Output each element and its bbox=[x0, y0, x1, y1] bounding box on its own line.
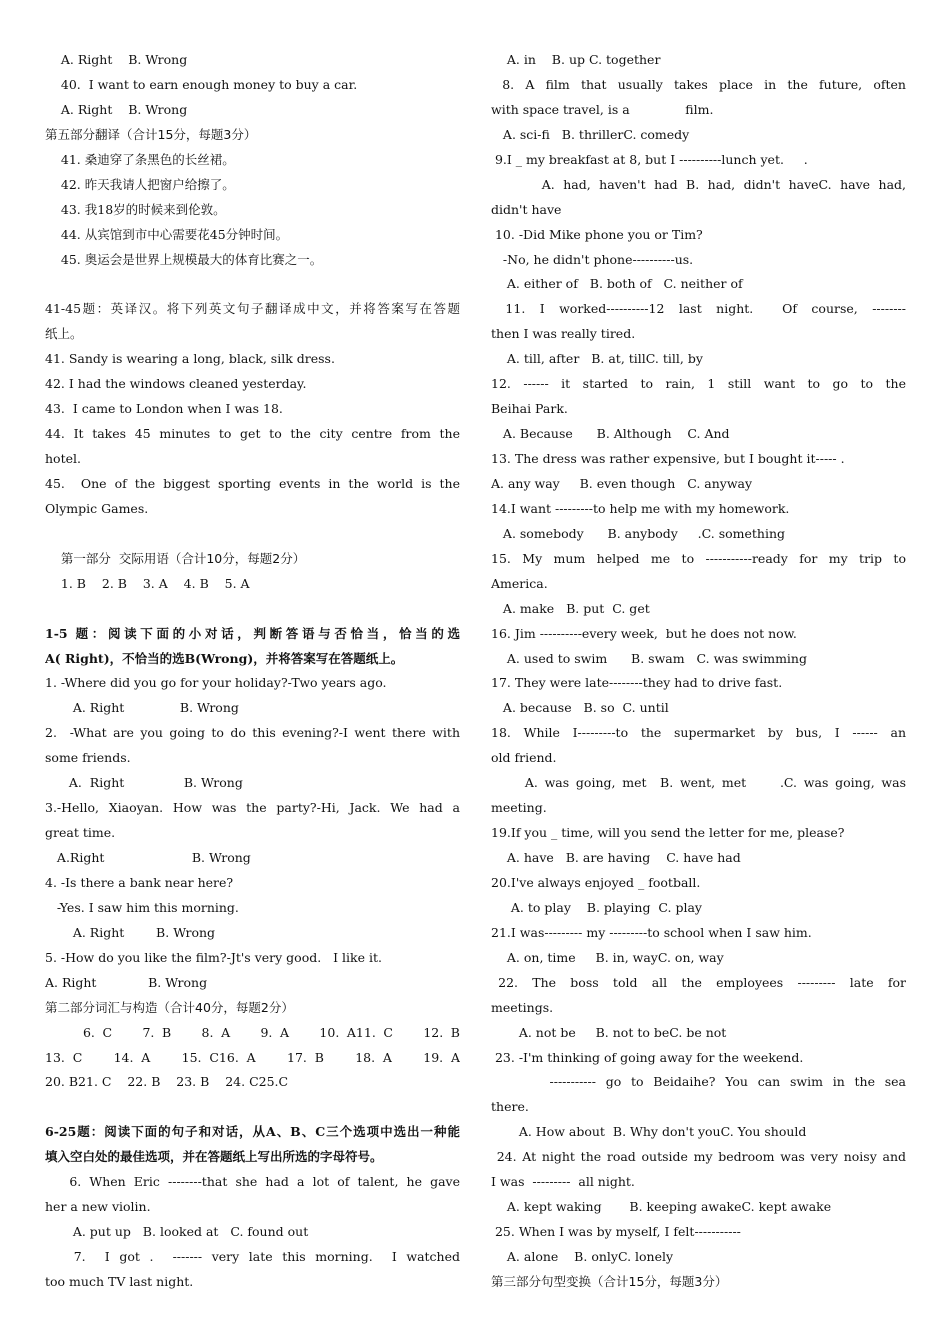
section-heading: 第五部分翻译（合计15分，每题3分） bbox=[45, 126, 257, 142]
text-line: 43. 我18岁的时候来到伦敦。 bbox=[45, 201, 226, 217]
text-line: 14.I want ---------to help me with my homework. bbox=[491, 500, 790, 516]
text-line: A. either of B. both of C. neither of bbox=[491, 276, 743, 292]
text-line: 纸上。 bbox=[45, 326, 83, 342]
text-line: 25. When I was by myself, I felt----------- bbox=[491, 1224, 741, 1240]
text-line: 24. At night the road outside my bedroom was very noisy and bbox=[491, 1149, 906, 1165]
text-line: A. had, haven't had B. had, didn't haveC. have had, bbox=[491, 176, 906, 192]
text-line: A. to play B. playing C. play bbox=[491, 899, 702, 915]
right-column bbox=[491, 48, 906, 1295]
text-line: A. kept waking B. keeping awakeC. kept awake bbox=[491, 1199, 832, 1215]
text-line: A. Right B. Wrong bbox=[45, 101, 188, 117]
text-line: 4. -Is there a bank near here? bbox=[45, 874, 234, 890]
text-line: A. in B. up C. together bbox=[491, 52, 661, 67]
text-line: with space travel, is a film. bbox=[491, 101, 714, 117]
text-line: 2. -What are you going to do this evening?-I went there with bbox=[45, 725, 460, 741]
text-line bbox=[45, 522, 460, 547]
text-line: 42. I had the windows cleaned yesterday. bbox=[45, 376, 307, 392]
text-line: 6. C 7. B 8. A 9. A 10. A11. C 12. B bbox=[45, 1024, 460, 1040]
text-line: some friends. bbox=[45, 750, 131, 766]
text-line: A. Right B. Wrong bbox=[45, 775, 243, 791]
left-column bbox=[45, 48, 460, 1295]
text-line: A. was going, met B. went, met .C. was going, was bbox=[491, 775, 906, 791]
text-line: 3.-Hello, Xiaoyan. How was the party?-Hi, Jack. We had a bbox=[45, 800, 460, 816]
text-line: 7. I got . ------- very late this morning. I watched bbox=[45, 1249, 460, 1264]
text-line: 6. When Eric --------that she had a lot of talent, he gave bbox=[45, 1174, 460, 1190]
text-line: 41. Sandy is wearing a long, black, silk dress. bbox=[45, 351, 335, 367]
text-line: 15. My mum helped me to -----------ready for my trip to bbox=[491, 550, 906, 566]
text-line: 20.I've always enjoyed _ football. bbox=[491, 874, 701, 890]
text-line: 44. It takes 45 minutes to get to the city centre from the bbox=[45, 426, 460, 442]
text-line: 8. A film that usually takes place in the future, often bbox=[491, 76, 906, 92]
text-line: A. alone B. onlyC. lonely bbox=[491, 1249, 674, 1264]
text-line: A( Right)，不恰当的选B(Wrong)，并将答案写在答题纸上。 bbox=[45, 650, 404, 666]
text-line: 40. I want to earn enough money to buy a car. bbox=[45, 76, 358, 92]
text-line: A.Right B. Wrong bbox=[45, 850, 251, 865]
text-line: hotel. bbox=[45, 451, 81, 466]
text-line: 17. They were late--------they had to drive fast. bbox=[491, 675, 783, 691]
section-heading: 第三部分句型变换（合计15分，每题3分） bbox=[491, 1273, 728, 1289]
text-line: I was --------- all night. bbox=[491, 1174, 635, 1190]
text-line: A. have B. are having C. have had bbox=[491, 850, 741, 865]
text-line bbox=[45, 272, 460, 297]
text-line: didn't have bbox=[491, 201, 562, 217]
text-line: A. not be B. not to beC. be not bbox=[491, 1024, 727, 1040]
text-line: 13. The dress was rather expensive, but I bought it----- . bbox=[491, 451, 845, 466]
text-line: then I was really tired. bbox=[491, 326, 636, 342]
text-line: meeting. bbox=[491, 800, 547, 816]
text-line: A. sci-fi B. thrillerC. comedy bbox=[491, 126, 690, 142]
text-line: 20. B21. C 22. B 23. B 24. C25.C bbox=[45, 1074, 289, 1090]
text-line: 21.I was--------- my ---------to school when I saw him. bbox=[491, 924, 812, 940]
text-line: 42. 昨天我请人把窗户给擦了。 bbox=[45, 176, 235, 192]
text-line: A. Right B. Wrong bbox=[45, 974, 208, 990]
text-line: 43. I came to London when I was 18. bbox=[45, 401, 283, 417]
text-line: 10. -Did Mike phone you or Tim? bbox=[491, 226, 703, 242]
text-line: her a new violin. bbox=[45, 1199, 151, 1215]
text-line: 22. The boss told all the employees --------- late for bbox=[491, 974, 906, 990]
text-line: 16. Jim ----------every week, but he does not now. bbox=[491, 625, 797, 641]
text-line: 23. -I'm thinking of going away for the weekend. bbox=[491, 1049, 804, 1065]
text-line: A. How about B. Why don't youC. You should bbox=[491, 1124, 807, 1140]
text-line: meetings. bbox=[491, 999, 554, 1015]
text-line: old friend. bbox=[491, 750, 557, 766]
text-line: 45. One of the biggest sporting events in the world is the bbox=[45, 475, 460, 491]
text-line: 19.If you _ time, will you send the letter for me, please? bbox=[491, 825, 845, 841]
text-line: Olympic Games. bbox=[45, 500, 149, 516]
text-line: there. bbox=[491, 1099, 529, 1115]
text-line: -Yes. I saw him this morning. bbox=[45, 899, 239, 915]
text-line: 41. 桑迪穿了条黑色的长丝裙。 bbox=[45, 151, 235, 167]
text-line: 1. B 2. B 3. A 4. B 5. A bbox=[45, 575, 250, 591]
text-line: A. any way B. even though C. anyway bbox=[491, 475, 753, 491]
text-line: 填入空白处的最佳选项，并在答题纸上写出所选的字母符号。 bbox=[45, 1149, 383, 1165]
text-line: A. make B. put C. get bbox=[491, 600, 650, 616]
text-line: A. Because B. Although C. And bbox=[491, 426, 730, 442]
text-line: 12. ------ it started to rain, 1 still want to go to the bbox=[491, 376, 906, 392]
text-line: 44. 从宾馆到市中心需要花45分钟时间。 bbox=[45, 226, 289, 242]
text-line: A. Right B. Wrong bbox=[45, 924, 216, 940]
text-line bbox=[45, 1095, 460, 1120]
text-line: 18. While I---------to the supermarket by bus, I ------ an bbox=[491, 725, 906, 741]
section-heading: 第二部分词汇与构造（合计40分，每题2分） bbox=[45, 999, 294, 1015]
text-line: A. put up B. looked at C. found out bbox=[45, 1224, 309, 1240]
text-line: 9.I _ my breakfast at 8, but I ----------lunch yet. . bbox=[491, 151, 808, 167]
text-line: 6-25题：阅读下面的句子和对话，从A、B、C三个选项中选出一种能 bbox=[45, 1124, 460, 1140]
text-line: 5. -How do you like the film?-Jt's very good. I like it. bbox=[45, 949, 382, 965]
text-line: A. somebody B. anybody .C. something bbox=[491, 525, 786, 541]
text-line: 1. -Where did you go for your holiday?-Two years ago. bbox=[45, 675, 387, 691]
text-line: A. used to swim B. swam C. was swimming bbox=[491, 650, 807, 666]
text-line: -No, he didn't phone----------us. bbox=[491, 251, 694, 267]
text-line: A. Right B. Wrong bbox=[45, 52, 188, 67]
text-line: 1-5 题：阅读下面的小对话，判断答语与否恰当，恰当的选 bbox=[45, 625, 460, 641]
text-line: ----------- go to Beidaihe? You can swim in the sea bbox=[491, 1074, 906, 1090]
text-line: 41-45题：英译汉。将下列英文句子翻译成中文，并将答案写在答题 bbox=[45, 301, 460, 317]
text-line: A. because B. so C. until bbox=[491, 700, 669, 716]
text-line: A. on, time B. in, wayC. on, way bbox=[491, 949, 724, 965]
text-line: Beihai Park. bbox=[491, 401, 568, 417]
text-line: 45. 奥运会是世界上规模最大的体育比赛之一。 bbox=[45, 251, 323, 267]
text-line: A. till, after B. at, tillC. till, by bbox=[491, 351, 703, 367]
text-line: 13. C 14. A 15. C16. A 17. B 18. A 19. A bbox=[45, 1049, 460, 1065]
text-line bbox=[45, 597, 460, 622]
text-line: great time. bbox=[45, 825, 116, 841]
text-line: A. Right B. Wrong bbox=[45, 700, 239, 716]
text-line: 11. I worked----------12 last night. Of course, -------- bbox=[491, 301, 906, 317]
section-heading: 第一部分 交际用语（合计10分，每题2分） bbox=[45, 550, 306, 566]
text-line: too much TV last night. bbox=[45, 1273, 194, 1289]
text-line: America. bbox=[491, 575, 548, 591]
